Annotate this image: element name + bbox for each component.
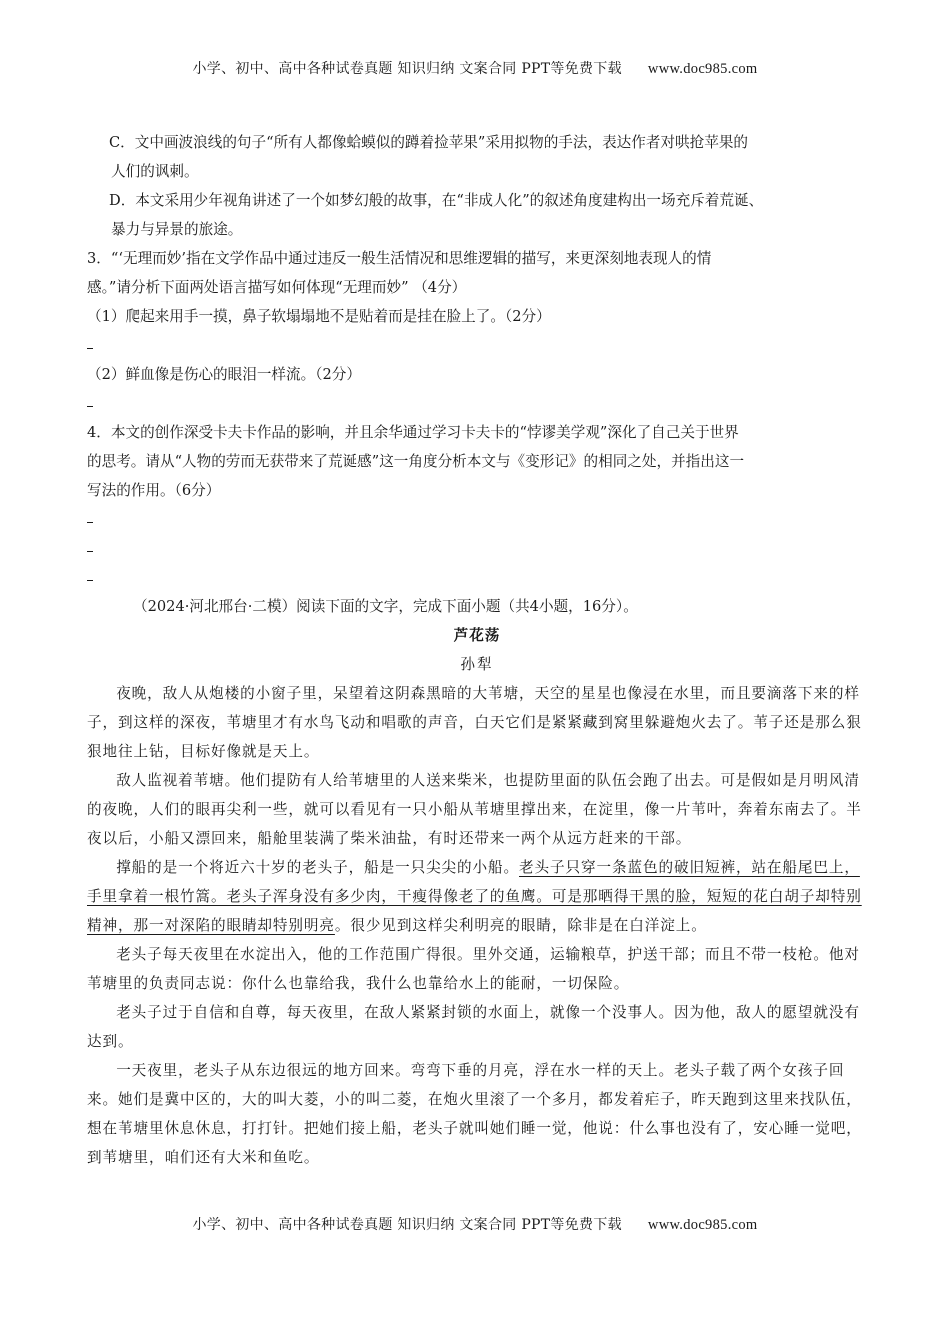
question-3-sub2: （2）鲜血像是伤心的眼泪一样流。（2分）: [87, 366, 361, 383]
passage-paragraph-4: 老头子每天夜里在水淀出入，他的工作范围广得很。里外交通，运输粮草，护送干部；而且不带一枝枪。他对苇塘里的负责同志说：你什么也靠给我，我什么也靠给水上的能耐，一切保险。: [87, 946, 860, 992]
question-3-sub1: （1）爬起来用手一摸，鼻子软塌塌地不是贴着而是挂在脸上了。（2分）: [87, 308, 551, 325]
passage-author: 孙犁: [460, 656, 494, 673]
option-c-line2: 人们的讽刺。: [111, 163, 199, 180]
passage-paragraph-6: 一天夜里，老头子从东边很远的地方回来。弯弯下垂的月亮，浮在水一样的天上。老头子载了两个女孩子回来。她们是冀中区的，大的叫大菱，小的叫二菱，在炮火里滚了一个多月，都发着疟子，昨天跑到这里来找队伍，想在苇塘里休息休息，打打针。把她们接上船，老头子就叫她们睡一觉，他说：什么事也没有了，安心睡一觉吧，到苇塘里，咱们还有大米和鱼吃。: [87, 1062, 862, 1166]
underlined-sentence: 老头子只穿一条蓝色的破旧短裤，站在船尾巴上，手里拿着一根竹篙。老头子浑身没有多少肉，干瘦得像老了的鱼鹰。可是那晒得干黑的脸，短短的花白胡子却特别精神，那一对深陷的眼睛却特别明亮: [87, 859, 862, 934]
question-3-line2: 感。”请分析下面两处语言描写如何体现“无理而妙” （4分）: [87, 279, 467, 296]
passage-paragraph-3: [87, 853, 867, 940]
answer-blank[interactable]: [87, 331, 867, 360]
paragraph-3-post: 。很少见到这样尖利明亮的眼睛，除非是在白洋淀上。: [334, 917, 707, 934]
answer-blank[interactable]: [87, 505, 867, 534]
page-footer: [0, 1214, 950, 1234]
answer-blank[interactable]: [87, 534, 867, 563]
header-site[interactable]: www.doc985.com: [647, 61, 758, 77]
header-text: 小学、初中、高中各种试卷真题 知识归纳 文案合同 PPT等免费下载: [192, 61, 622, 77]
section-intro: （2024·河北邢台·二模）阅读下面的文字，完成下面小题（共4小题，16分）。: [133, 598, 638, 615]
question-4-line2: 的思考。请从“人物的劳而无获带来了荒诞感”这一角度分析本文与《变形记》的相同之处，并指出这一: [87, 453, 745, 470]
footer-site[interactable]: www.doc985.com: [647, 1217, 758, 1233]
passage-paragraph-5: 老头子过于自信和自尊，每天夜里，在敌人紧紧封锁的水面上，就像一个没事人。因为他，敌人的愿望就没有达到。: [87, 1004, 860, 1050]
option-c-line1: C．文中画波浪线的句子“所有人都像蛤蟆似的蹲着捡苹果”采用拟物的手法，表达作者对哄抢苹果的: [109, 134, 749, 151]
option-d-line2: 暴力与异景的旅途。: [111, 221, 243, 238]
question-4-line3: 写法的作用。（6分）: [87, 482, 221, 499]
paragraph-3-pre: 撑船的是一个将近六十岁的老头子，船是一只尖尖的小船。: [116, 859, 520, 876]
answer-blank[interactable]: [87, 563, 867, 592]
passage-title: 芦花荡: [453, 627, 501, 644]
answer-blank[interactable]: [87, 389, 867, 418]
passage-paragraph-2: 敌人监视着苇塘。他们提防有人给苇塘里的人送来柴米，也提防里面的队伍会跑了出去。可是假如是月明风清的夜晚，人们的眼再尖利一些，就可以看见有一只小船从苇塘里撑出来，在淀里，像一片苇叶，奔着东南去了。半夜以后，小船又漂回来，船舱里装满了柴米油盐，有时还带来一两个从远方赶来的干部。: [87, 772, 862, 847]
question-3-line1: 3．“‘无理而妙’指在文学作品中通过违反一般生活情况和思维逻辑的描写，来更深刻地表现人的情: [87, 250, 712, 267]
question-4-line1: 4．本文的创作深受卡夫卡作品的影响，并且余华通过学习卡夫卡的“悖谬美学观”深化了自己关于世界: [87, 424, 739, 441]
option-d-line1: D．本文采用少年视角讲述了一个如梦幻般的故事，在“非成人化”的叙述角度建构出一场充斥着荒诞、: [109, 192, 764, 209]
footer-text: 小学、初中、高中各种试卷真题 知识归纳 文案合同 PPT等免费下载: [192, 1217, 622, 1233]
page-header: [0, 58, 950, 78]
document-body: [87, 128, 867, 1172]
passage-paragraph-1: 夜晚，敌人从炮楼的小窗子里，呆望着这阴森黑暗的大苇塘，天空的星星也像浸在水里，而且要滴落下来的样子，到这样的深夜，苇塘里才有水鸟飞动和唱歌的声音，白天它们是紧紧藏到窝里躲避炮火去了。苇子还是那么狠狠地往上钻，目标好像就是天上。: [87, 685, 862, 760]
